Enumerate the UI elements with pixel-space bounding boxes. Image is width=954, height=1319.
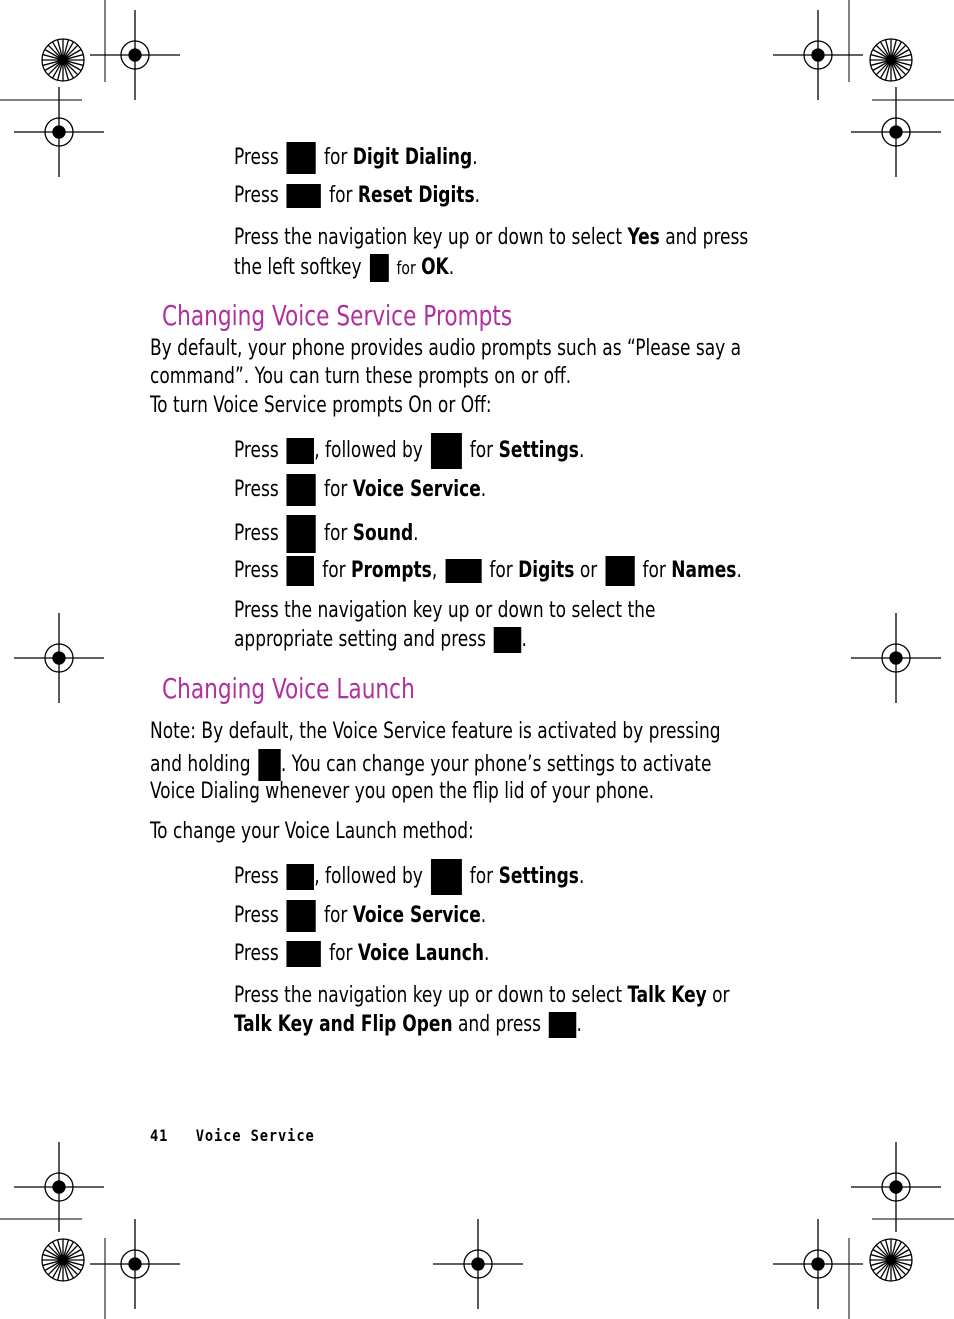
key-icon xyxy=(431,433,462,469)
intro-line: To turn Voice Service prompts On or Off: xyxy=(150,393,492,418)
intro-line: command”. You can turn these prompts on or off. xyxy=(150,364,572,389)
step-left-softkey: the left softkey for OK. xyxy=(234,255,455,280)
key-icon xyxy=(287,438,315,464)
key-icon xyxy=(494,627,522,653)
step-select-talk-key-2: Talk Key and Flip Open and press . xyxy=(234,1012,582,1037)
key-icon xyxy=(445,559,481,583)
step-select-talk-key: Press the navigation key up or down to select Talk Key or xyxy=(234,983,730,1008)
key-icon xyxy=(287,184,321,208)
step-digit-dialing: Press for Digit Dialing. xyxy=(234,142,478,174)
key-icon xyxy=(287,864,315,890)
key-icon xyxy=(431,859,462,895)
step-select-setting: Press the navigation key up or down to select the xyxy=(234,598,656,623)
key-icon xyxy=(287,900,316,932)
note-line: Voice Dialing whenever you open the flip lid of your phone. xyxy=(150,779,655,804)
key-icon xyxy=(287,474,316,506)
step-voice-launch: Press for Voice Launch. xyxy=(234,941,490,966)
step-sound: Press for Sound. xyxy=(234,515,419,553)
intro-line: To change your Voice Launch method: xyxy=(150,819,474,844)
step-settings-2: Press , followed by for Settings. xyxy=(234,859,584,895)
key-icon xyxy=(549,1012,577,1038)
step-select-setting-2: appropriate setting and press . xyxy=(234,627,527,652)
step-settings: Press , followed by for Settings. xyxy=(234,433,584,469)
page-number: 41 xyxy=(150,1126,169,1145)
note-line: Note: By default, the Voice Service feature is activated by pressing xyxy=(150,719,721,744)
note-line: and holding . You can change your phone’s settings to activate xyxy=(150,749,711,781)
section-heading-prompts: Changing Voice Service Prompts xyxy=(162,299,513,332)
step-select-yes: Press the navigation key up or down to select Yes and press xyxy=(234,225,749,250)
key-icon xyxy=(287,556,315,586)
section-heading-voice-launch: Changing Voice Launch xyxy=(162,672,415,705)
key-icon xyxy=(605,556,634,586)
step-voice-service: Press for Voice Service. xyxy=(234,474,486,506)
footer-title: Voice Service xyxy=(195,1126,315,1145)
key-icon xyxy=(287,941,321,967)
key-icon xyxy=(287,515,316,553)
intro-line: By default, your phone provides audio prompts such as “Please say a xyxy=(150,336,742,361)
talk-key-icon xyxy=(259,749,281,781)
key-icon xyxy=(287,142,316,174)
step-prompts-digits-names: Press for Prompts, for Digits or for Names. xyxy=(234,556,742,586)
page-footer xyxy=(150,1126,315,1145)
step-voice-service-2: Press for Voice Service. xyxy=(234,900,486,932)
step-reset-digits: Press for Reset Digits. xyxy=(234,183,481,208)
softkey-icon xyxy=(370,254,389,282)
